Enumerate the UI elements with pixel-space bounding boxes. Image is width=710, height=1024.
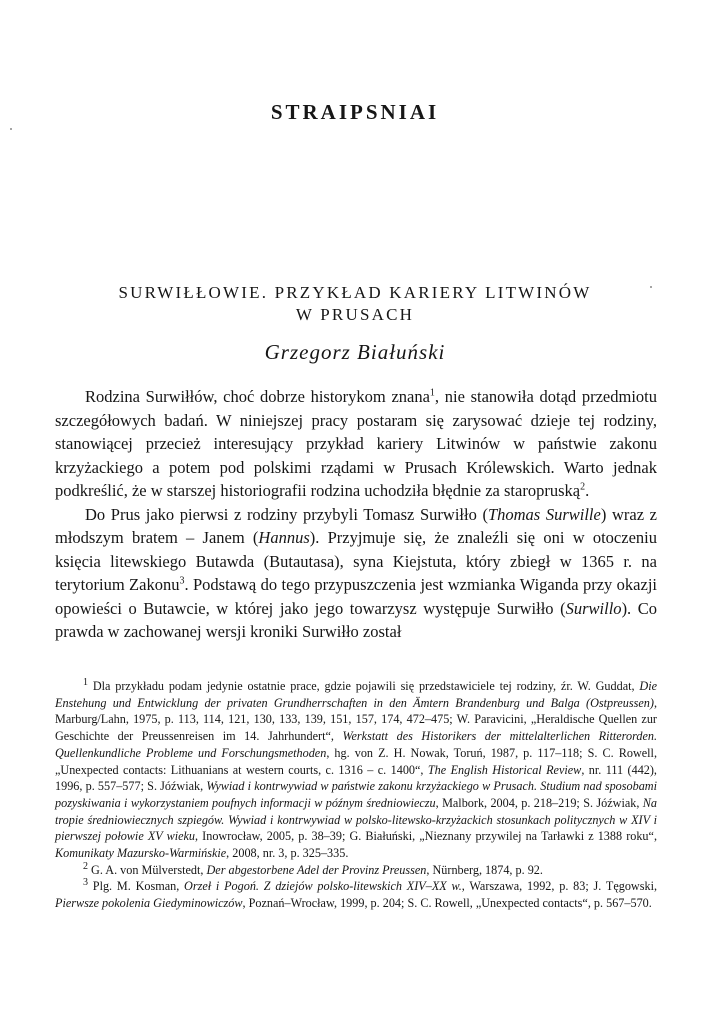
footnote-ref[interactable]: 3	[179, 575, 185, 587]
footnote: $^2$ G. A. von Mülverstedt, Der abgestorbene Adel der Provinz Preussen, Nürnberg, 1874, p. 92.	[83, 860, 543, 877]
scan-speck	[650, 286, 652, 288]
section-heading: STRAIPSNIAI	[270, 100, 440, 124]
body-paragraph: Rodzina Surwiłłów, choć dobrze historykom znana$^1$, nie stanowiła dotąd przedmiotu szczegółowych badań. W niniejszej pracy postaram się zarysować dzieje tej rodziny, stanowiącej przecież interesujący przykład kariery Litwinów w państwie zakonu krzyżackiego a potem pod polskimi rządami w Prusach Królewskich. Warto jednak podkreślić, że w starszej historiografii rodzina uchodziła błędnie za staropruską$^2$.	[55, 387, 657, 500]
article-title-line-1: SURWIŁŁOWIE. PRZYKŁAD KARIERY LITWINÓW	[118, 283, 592, 302]
footnote-number: 1	[83, 676, 88, 688]
footnote: $^3$ Plg. M. Kosman, Orzeł i Pogoń. Z dziejów polsko-litewskich XIV–XX w., Warszawa, 1992, p. 83; J. Tęgowski, Pierwsze pokolenia Giedyminowiczów, Poznań–Wrocław, 1999, p. 204; S. C. Rowell, „Unexpected contacts“, p. 567–570.	[55, 877, 658, 911]
body-paragraph: Do Prus jako pierwsi z rodziny przybyli Tomasz Surwiłło (Thomas Surwille) wraz z młodszym bratem – Janem (Hannus). Przyjmuje się, że znaleźli się oni w otoczeniu księcia litewskiego Butawda (Butautasa), syna Kiejstuta, który zbiegł w 1365 r. na terytorium Zakonu$^3$. Podstawą do tego przypuszczenia jest wzmianka Wiganda przy okazji opowieści o Butawcie, w której jako jego towarzysz występuje Surwiłło (Surwillo). Co prawda w zachowanej wersji kroniki Surwiłło został	[55, 504, 658, 641]
footnote-ref[interactable]: 1	[429, 387, 435, 399]
footnote-ref[interactable]: 2	[580, 481, 586, 493]
footnotes	[55, 678, 657, 912]
footnote-number: 2	[83, 860, 88, 872]
footnote: $^1$ Dla przykładu podam jedynie ostatnie prace, gdzie pojawili się przedstawiciele tej rodziny, źr. W. Guddat, Die Enstehung und Entwicklung der privaten Grundherrschaften in den Ämtern Brandenburg und Balga (Ostpreussen), Marburg/Lahn, 1975, p. 113, 114, 121, 130, 133, 139, 151, 157, 174, 472–475; W. Paravicini, „Heraldische Quellen zur Geschichte der Preussenreisen im 14. Jahrhundert“, Werkstatt des Historikers der mittelalterlichen Ritterorden. Quellenkundliche Probleme und Forschungsmethoden, hg. von Z. H. Nowak, Toruń, 1987, p. 117–118; S. C. Rowell, „Unexpected contacts: Lithuanians at western courts, c. 1316 – c. 1400“, The English Historical Review, nr. 111 (442), 1996, p. 557–577; S. Jóźwiak, Wywiad i kontrwywiad w państwie zakonu krzyżackiego w Prusach. Studium nad sposobami pozyskiwania i wykorzystaniem poufnych informacji w późnym średniowieczu, Malbork, 2004, p. 218–219; S. Jóźwiak, Na tropie średniowiecznych szpiegów. Wywiad i kontrwywiad w polsko-litewsko-krzyżackich stosunkach politycznych w XIV i pierwszej połowie XV wieku, Inowrocław, 2005, p. 38–39; G. Białuński, „Nieznany przywilej na Tarławki z 1388 roku“, Komunikaty Mazursko-Warmińskie, 2008, nr. 3, p. 325–335.	[55, 676, 657, 861]
article-title-line-2: W PRUSACH	[295, 305, 415, 324]
scan-speck	[10, 128, 12, 130]
article-title	[60, 282, 650, 326]
article-author: Grzegorz Białuński	[264, 340, 446, 364]
footnote-number: 3	[83, 877, 88, 889]
article-body	[55, 385, 657, 644]
